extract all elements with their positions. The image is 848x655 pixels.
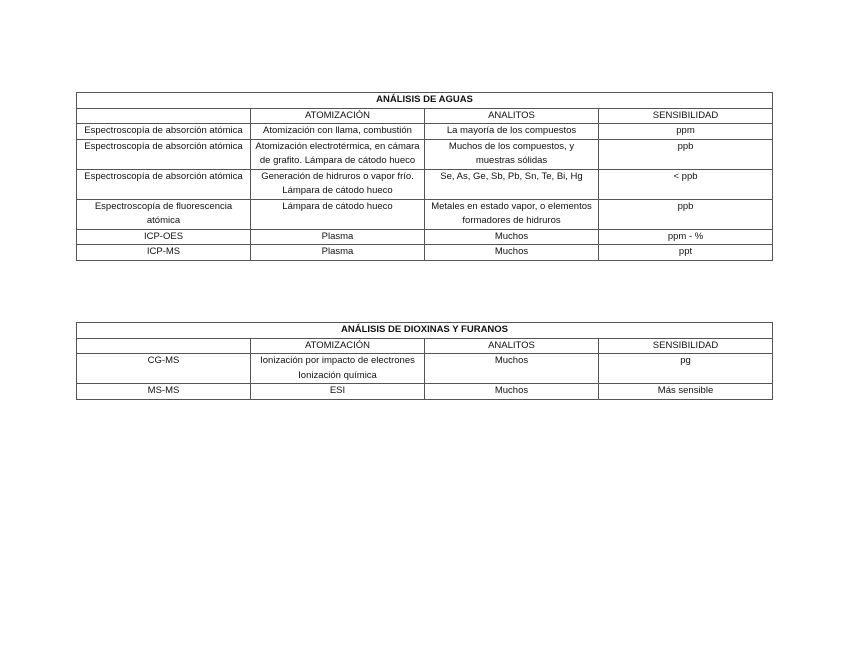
sensitivity-cell: ppb — [599, 199, 773, 229]
analytes-cell: Muchos — [425, 384, 599, 400]
analytes-cell: Muchos — [425, 245, 599, 261]
table-title-row — [77, 323, 773, 339]
sensitivity-cell: ppt — [599, 245, 773, 261]
analytes-cell: Metales en estado vapor, o elementos formadores de hidruros — [425, 199, 599, 229]
dioxin-furan-analysis-table — [76, 322, 773, 400]
header-cell — [77, 108, 251, 124]
table-title-row — [77, 93, 773, 109]
header-row — [77, 108, 773, 124]
sensitivity-cell: ppb — [599, 139, 773, 169]
sensitivity-cell: ppm — [599, 124, 773, 140]
sensitivity-cell: Más sensible — [599, 384, 773, 400]
atomization-cell: Plasma — [251, 229, 425, 245]
header-cell-analitos: ANALITOS — [425, 108, 599, 124]
atomization-cell: Generación de hidruros o vapor frío. Lámpara de cátodo hueco — [251, 169, 425, 199]
technique-cell: Espectroscopía de absorción atómica — [77, 124, 251, 140]
header-row — [77, 338, 773, 354]
table-row — [77, 169, 773, 199]
atomization-cell: ESI — [251, 384, 425, 400]
analytes-cell: Muchos — [425, 354, 599, 384]
table-title: ANÁLISIS DE DIOXINAS Y FURANOS — [77, 323, 773, 339]
technique-cell: Espectroscopía de absorción atómica — [77, 139, 251, 169]
header-cell-atomizacion: ATOMIZACIÓN — [251, 338, 425, 354]
atomization-cell: Atomización electrotérmica, en cámara de grafito. Lámpara de cátodo hueco — [251, 139, 425, 169]
analytes-cell: Muchos — [425, 229, 599, 245]
atomization-cell: Atomización con llama, combustión — [251, 124, 425, 140]
technique-cell: CG-MS — [77, 354, 251, 384]
header-cell — [77, 338, 251, 354]
table-title: ANÁLISIS DE AGUAS — [77, 93, 773, 109]
technique-cell: ICP-OES — [77, 229, 251, 245]
table-row — [77, 229, 773, 245]
atomization-cell: Ionización por impacto de electrones Ionización química — [251, 354, 425, 384]
atomization-cell: Plasma — [251, 245, 425, 261]
header-cell-sensibilidad: SENSIBILIDAD — [599, 108, 773, 124]
sensitivity-cell: ppm - % — [599, 229, 773, 245]
table-row — [77, 245, 773, 261]
technique-cell: ICP-MS — [77, 245, 251, 261]
header-cell-sensibilidad: SENSIBILIDAD — [599, 338, 773, 354]
water-analysis-table — [76, 92, 773, 261]
analytes-cell: La mayoría de los compuestos — [425, 124, 599, 140]
table-row — [77, 139, 773, 169]
atomization-cell: Lámpara de cátodo hueco — [251, 199, 425, 229]
table-row — [77, 124, 773, 140]
technique-cell: Espectroscopía de absorción atómica — [77, 169, 251, 199]
sensitivity-cell: < ppb — [599, 169, 773, 199]
sensitivity-cell: pg — [599, 354, 773, 384]
header-cell-analitos: ANALITOS — [425, 338, 599, 354]
header-cell-atomizacion: ATOMIZACIÓN — [251, 108, 425, 124]
analytes-cell: Muchos de los compuestos, y muestras sólidas — [425, 139, 599, 169]
technique-cell: Espectroscopía de fluorescencia atómica — [77, 199, 251, 229]
table-row — [77, 384, 773, 400]
table-row — [77, 354, 773, 384]
analytes-cell: Se, As, Ge, Sb, Pb, Sn, Te, Bi, Hg — [425, 169, 599, 199]
technique-cell: MS-MS — [77, 384, 251, 400]
table-row — [77, 199, 773, 229]
